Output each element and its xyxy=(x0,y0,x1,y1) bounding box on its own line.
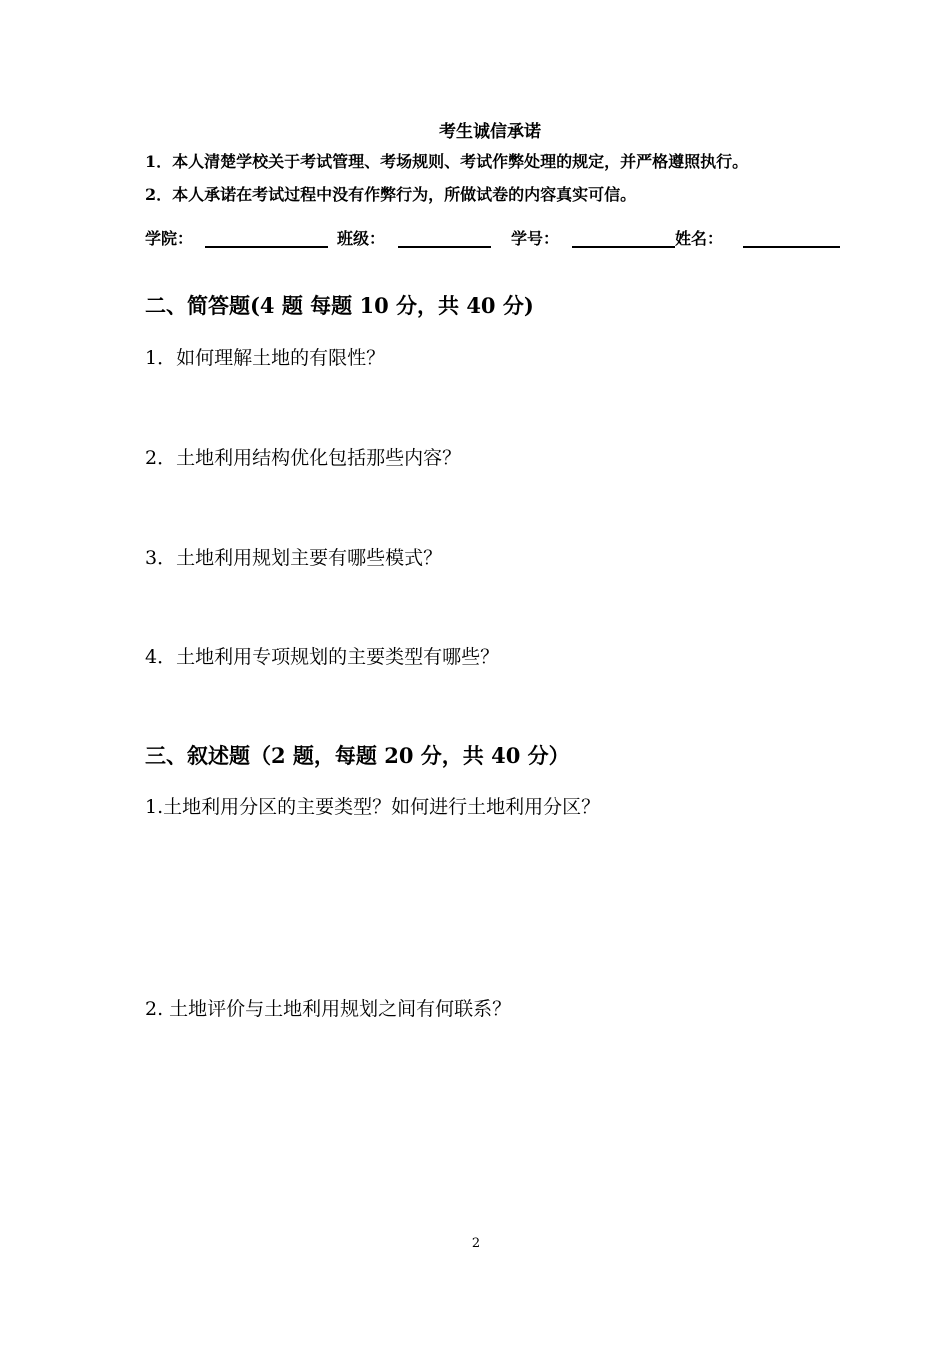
pledge-item-1: 1．本人清楚学校关于考试管理、考场规则、考试作弊处理的规定，并严格遵照执行。 xyxy=(145,152,749,171)
section2-question-3: 3．土地利用规划主要有哪些模式？ xyxy=(145,547,443,569)
name-field[interactable] xyxy=(743,246,840,248)
pledge-item-2: 2．本人承诺在考试过程中没有作弊行为，所做试卷的内容真实可信。 xyxy=(145,185,637,204)
name-label: 姓名： xyxy=(675,229,724,248)
section2-question-2: 2．土地利用结构优化包括那些内容？ xyxy=(145,447,462,469)
student-id-label: 学号： xyxy=(511,229,560,248)
class-field[interactable] xyxy=(398,246,491,248)
section3-question-1: 1.土地利用分区的主要类型？如何进行土地利用分区？ xyxy=(145,796,601,818)
section2-question-1: 1．如何理解土地的有限性？ xyxy=(145,347,386,369)
page-number: 2 xyxy=(471,1236,481,1251)
college-field[interactable] xyxy=(205,246,328,248)
class-label: 班级： xyxy=(337,229,386,248)
section3-question-2: 2. 土地评价与土地利用规划之间有何联系？ xyxy=(145,998,512,1020)
section3-title: 三、叙述题（2 题，每题 20 分，共 40 分） xyxy=(145,743,570,768)
student-id-field[interactable] xyxy=(572,246,675,248)
section2-title: 二、简答题(4 题 每题 10 分，共 40 分) xyxy=(145,293,534,318)
section2-question-4: 4．土地利用专项规划的主要类型有哪些？ xyxy=(145,646,500,668)
pledge-title: 考生诚信承诺 xyxy=(439,122,541,142)
college-label: 学院： xyxy=(145,229,194,248)
